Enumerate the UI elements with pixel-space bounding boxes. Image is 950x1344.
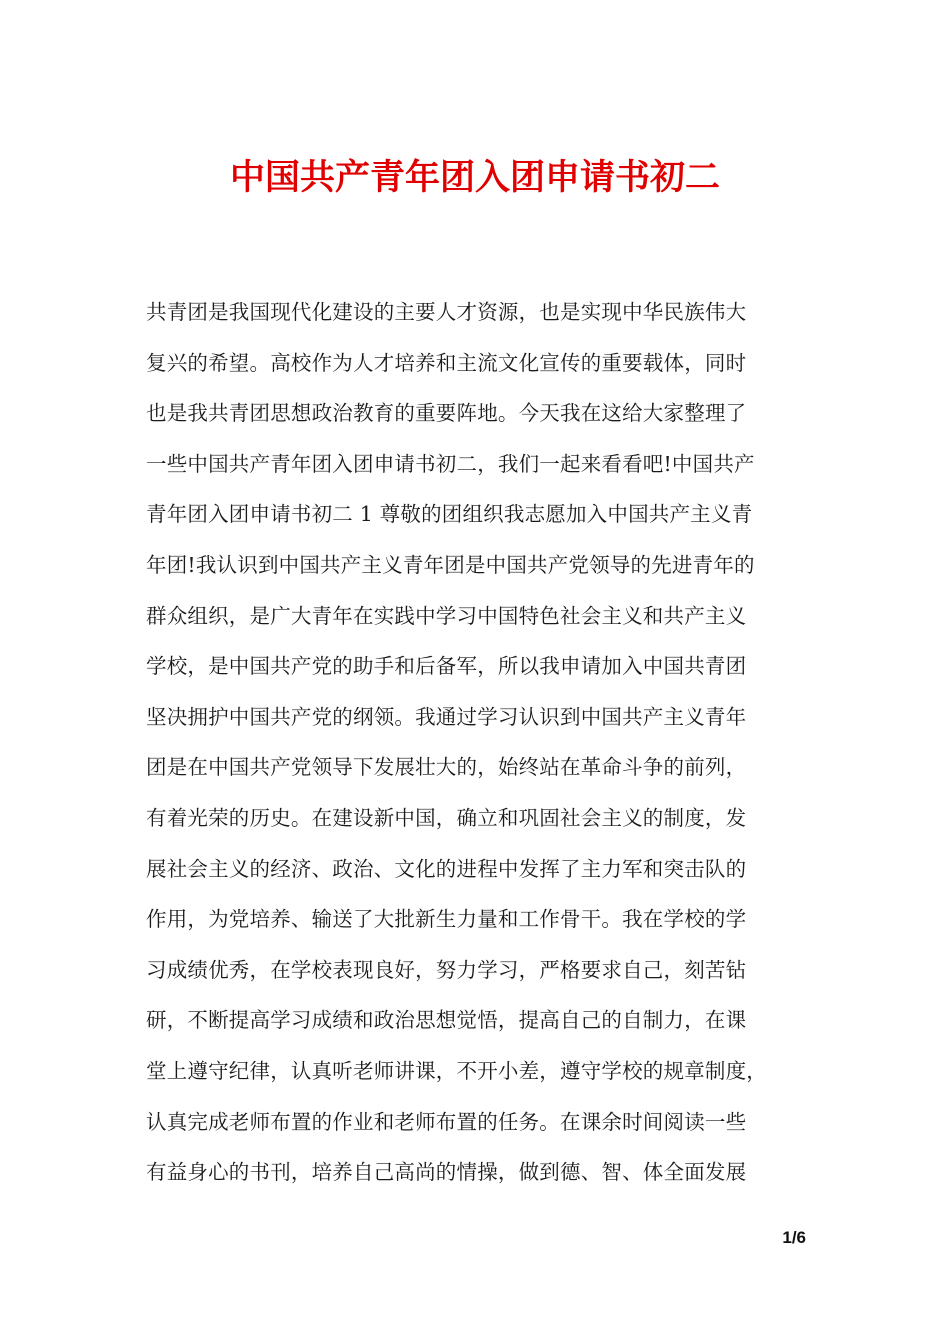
body-line: 群众组织，是广大青年在实践中学习中国特色社会主义和共产主义: [146, 603, 747, 628]
body-line: 团是在中国共产党领导下发展壮大的，始终站在革命斗争的前列，: [146, 755, 747, 780]
body-line: 学校，是中国共产党的助手和后备军，所以我申请加入中国共青团: [146, 654, 747, 679]
body-line: 习成绩优秀，在学校表现良好，努力学习，严格要求自己，刻苦钻: [146, 957, 747, 982]
body-line: 研，不断提高学习成绩和政治思想觉悟，提高自己的自制力，在课: [146, 1008, 747, 1033]
body-line: 坚决拥护中国共产党的纲领。我通过学习认识到中国共产主义青年: [146, 704, 747, 729]
body-line: 青年团入团申请书初二 1 尊敬的团组织我志愿加入中国共产主义青: [146, 502, 753, 527]
document-title: 中国共产青年团入团申请书初二: [229, 157, 720, 198]
body-line: 认真完成老师布置的作业和老师布置的任务。在课余时间阅读一些: [146, 1109, 747, 1134]
body-line: 作用，为党培养、输送了大批新生力量和工作骨干。我在学校的学: [146, 907, 747, 932]
body-line: 有着光荣的历史。在建设新中国，确立和巩固社会主义的制度，发: [146, 805, 747, 830]
page-number: 1/6: [782, 1228, 806, 1247]
body-line: 复兴的希望。高校作为人才培养和主流文化宣传的重要载体，同时: [146, 350, 747, 375]
body-line: 年团!我认识到中国共产主义青年团是中国共产党领导的先进青年的: [146, 552, 755, 577]
body-line: 共青团是我国现代化建设的主要人才资源，也是实现中华民族伟大: [146, 300, 747, 324]
body-line: 展社会主义的经济、政治、文化的进程中发挥了主力军和突击队的: [146, 856, 747, 881]
body-line: 也是我共青团思想政治教育的重要阵地。今天我在这给大家整理了: [146, 401, 747, 426]
body-line: 堂上遵守纪律，认真听老师讲课，不开小差，遵守学校的规章制度，: [146, 1058, 767, 1083]
body-line: 有益身心的书刊，培养自己高尚的情操，做到德、智、体全面发展: [146, 1160, 747, 1185]
document-body: [146, 287, 806, 1198]
body-line: 一些中国共产青年团入团申请书初二，我们一起来看看吧!中国共产: [146, 451, 755, 476]
